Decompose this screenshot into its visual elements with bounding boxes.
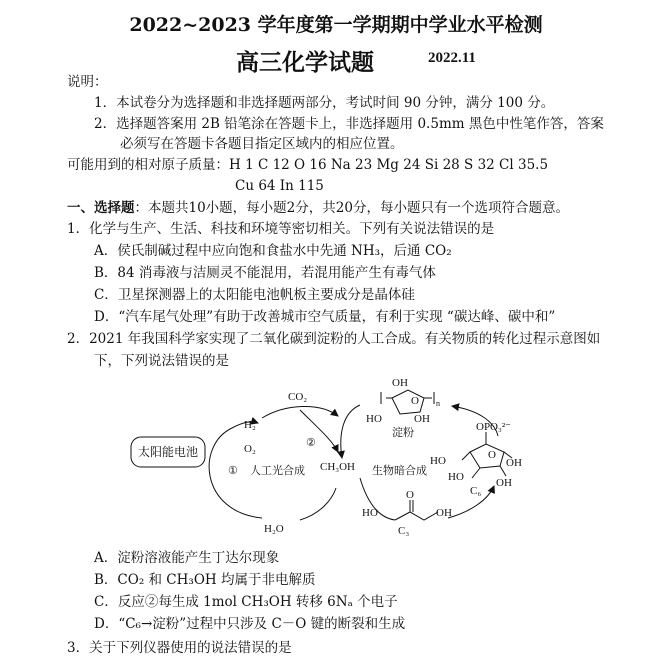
o-label: O [411,395,419,407]
bio-label: 生物暗合成 [372,465,427,477]
atomic-masses-line: 可能用到的相对原子质量：H 1 C 12 O 16 Na 23 Mg 24 Si 28 S 32 Cl 35.5 [67,157,549,173]
starch-to-ch3oh-arc [341,405,360,458]
subject-title: 高三化学试题 [236,49,374,76]
question-stem: 3．关于下列仪器使用的说法错误的是 [67,640,292,656]
question-option: D．“C₆→淀粉”过程中只涉及 C－O 键的断裂和生成 [94,616,406,632]
section-heading-desc: ：本题共10小题，每小题2分，共20分，每小题只有一个选项符合题意。 [134,200,569,216]
instruction-item: 必须写在答题卡各题目指定区域内的相应位置。 [120,136,404,152]
question-stem: 1．化学与生产、生活、科技和环境等密切相关。下列有关说法错误的是 [67,221,495,237]
question-stem: 2．2021 年我国科学家实现了二氧化碳到淀粉的人工合成。有关物质的转化过程示意图如 [67,331,601,347]
n-label: n [436,399,440,408]
solar-cell-label: 太阳能电池 [137,445,199,459]
section-heading-label: 一、选择题 [67,200,135,216]
question-option: C．卫星探测器上的太阳能电池帆板主要成分是晶体硅 [94,287,415,303]
h2-label: H₂ [244,419,256,431]
ho-label: HO [448,471,464,483]
starch-ring [392,390,424,414]
question-stem: 下，下列说法错误的是 [94,353,229,369]
ho-label: HO [366,413,382,425]
question-option: A．侯氏制碱过程中应向饱和食盐水中先通 NH₃，后通 CO₂ [94,243,452,259]
o-label: O [406,489,414,501]
opo3-label: OPO₃²⁻ [476,421,511,433]
instructions-label: 说明： [67,74,108,90]
h2o-label: H₂O [264,523,284,535]
oh-label: OH [392,377,408,389]
oh-label: OH [496,477,512,489]
section-heading [67,199,569,217]
starch-synthesis-diagram [0,370,672,548]
oh-label: OH [414,413,430,425]
h2o-arc [300,488,336,520]
oh-label: OH [436,507,452,519]
question-option: C．反应②每生成 1mol CH₃OH 转移 6Nₐ 个电子 [94,594,398,610]
question-option: B．CO₂ 和 CH₃OH 均属于非电解质 [94,572,316,588]
co2-label: CO₂ [288,391,308,403]
o2-label: O₂ [244,443,256,455]
ho-label: HO [362,507,378,519]
instruction-item: 1．本试卷分为选择题和非选择题两部分，考试时间 90 分钟，满分 100 分。 [94,95,555,111]
instruction-item: 2．选择题答案用 2B 铅笔涂在答题卡上，非选择题用 0.5mm 黑色中性笔作答，答案 [94,116,604,132]
glucose-ring [470,444,504,468]
h2-to-co2-arc [262,406,338,418]
oh-label: OH [506,457,522,469]
question-option: A．淀粉溶液能产生丁达尔现象 [94,550,280,566]
step1-label: ① [228,465,238,477]
atomic-masses-line: Cu 64 In 115 [235,178,324,194]
c3-label: C₃ [398,525,410,537]
question-option: D．“汽车尾气处理”有助于改善城市空气质量，有利于实现 “碳达峰、碳中和” [94,309,556,325]
artificial-label: 人工光合成 [250,465,305,477]
exam-date: 2022.11 [428,50,476,66]
starch-label: 淀粉 [392,427,414,439]
c6-label: C₆ [470,485,482,497]
ch3oh-label: CH₃OH [320,461,356,473]
c3-skeleton [395,512,438,520]
o-label: O [488,449,496,461]
ho-label: HO [430,455,446,467]
step2-label: ② [306,437,316,449]
question-option: B．84 消毒液与洁厕灵不能混用，若混用能产生有毒气体 [94,265,436,281]
exam-title: 2022~2023 学年度第一学期期中学业水平检测 [129,14,543,36]
